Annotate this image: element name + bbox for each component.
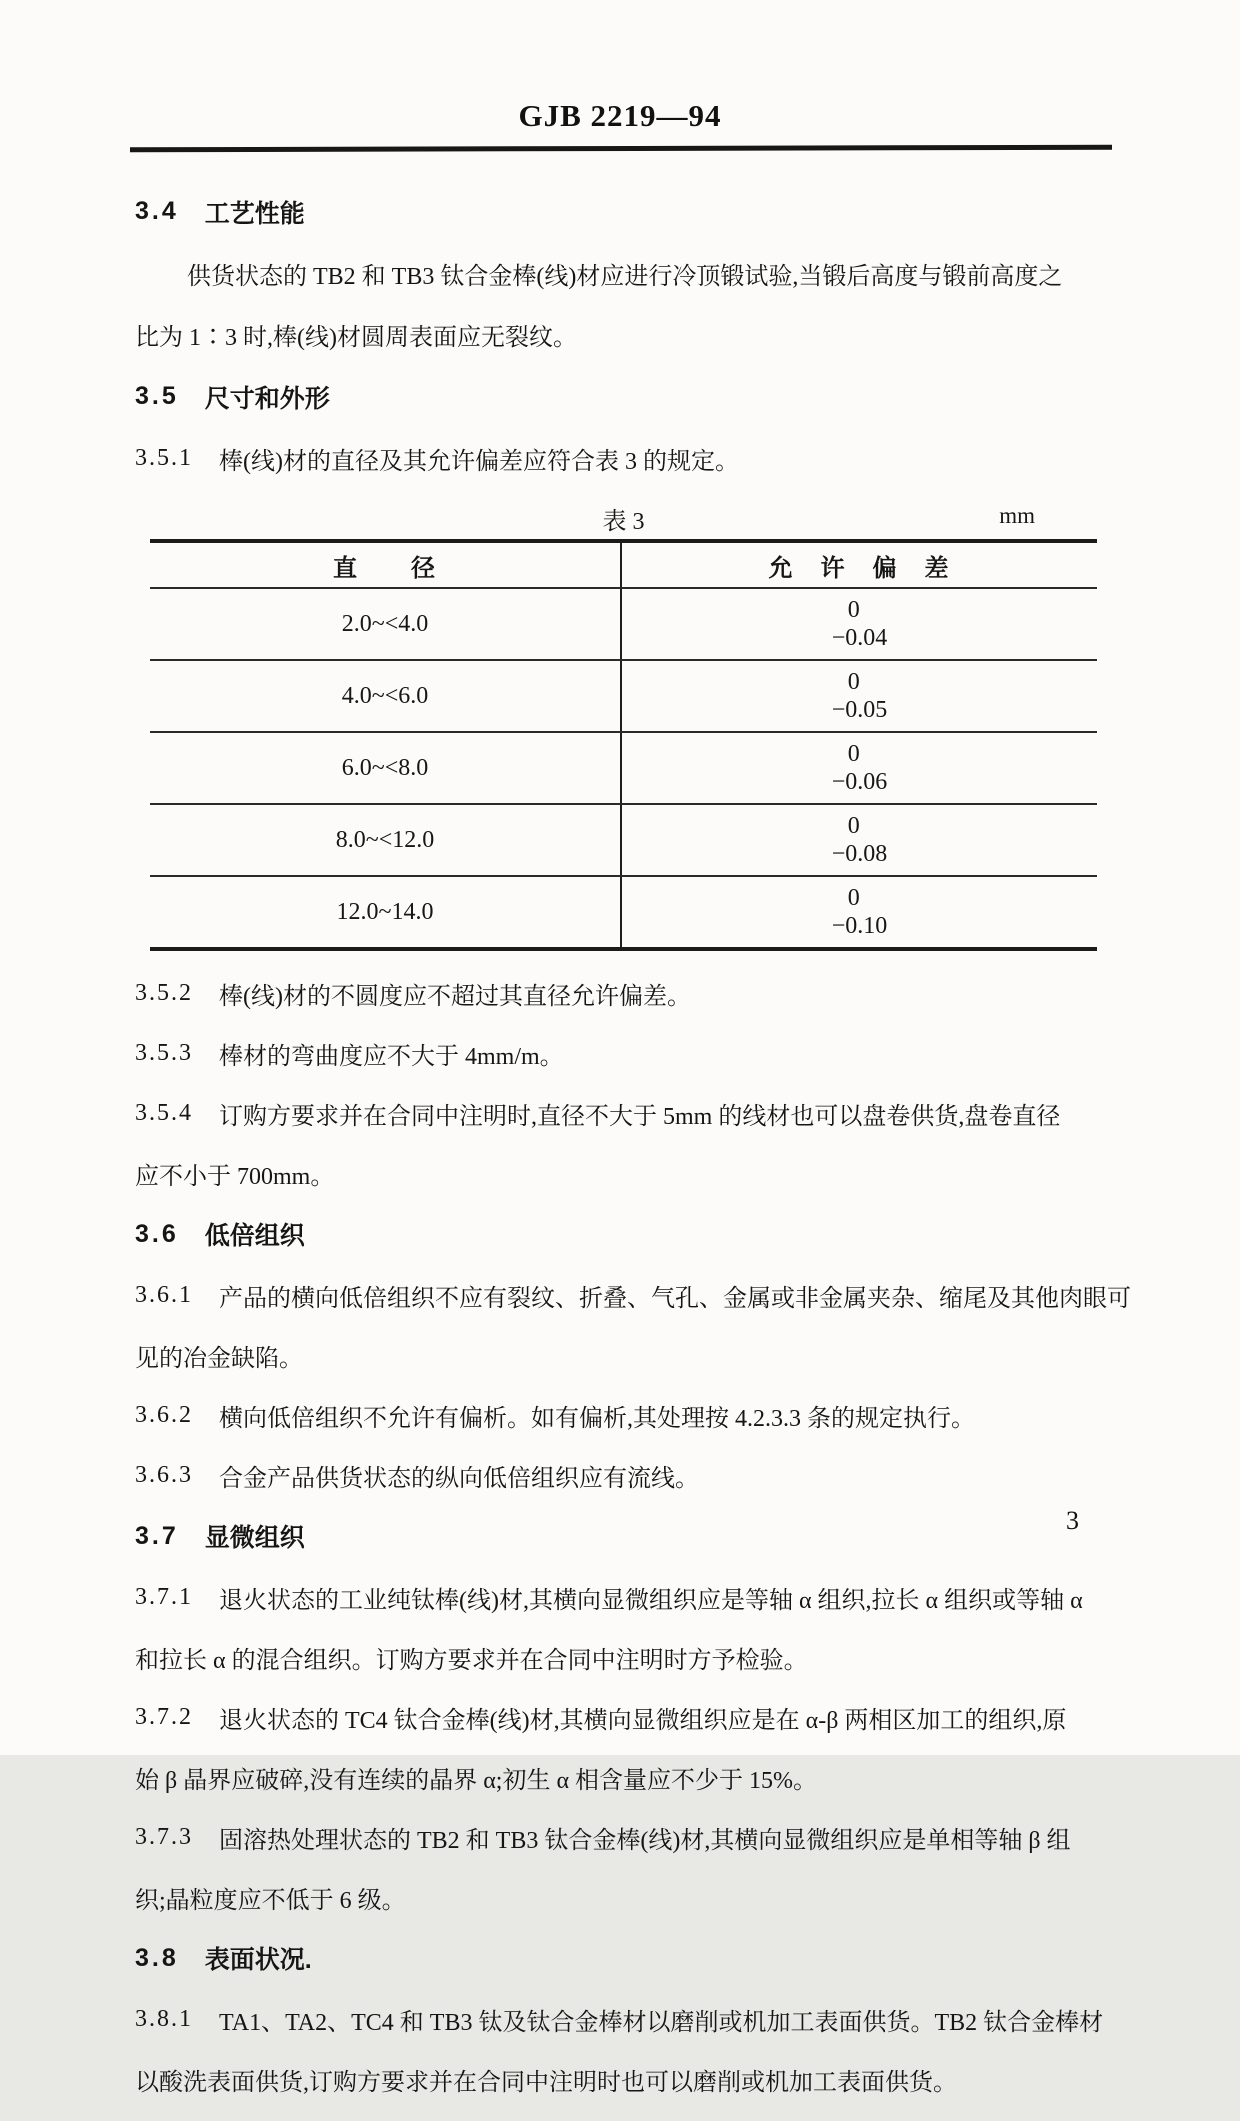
clause-3-7-3-line-2 — [135, 1879, 1110, 1915]
clause-3-7-1-line-1 — [135, 1579, 1110, 1615]
body-text: 见的冶金缺陷。 — [135, 1345, 303, 1372]
page-number: 3 — [1066, 1506, 1079, 1535]
body-text: 供货状态的 TB2 和 TB3 钛合金棒(线)材应进行冷顶锻试验,当锻后高度与锻前高度之 — [187, 264, 1063, 290]
clause-3-5-1 — [135, 440, 1110, 477]
clause-heading-3-8 — [135, 1940, 1110, 1976]
body-text: 和拉长 α 的混合组织。订购方要求并在合同中注明时方予检验。 — [135, 1647, 808, 1674]
clause-title: 低倍组织 — [204, 1222, 305, 1250]
clause-3-8-1-line-2 — [135, 2061, 1110, 2097]
column-header-tolerance: 允 许 偏 差 — [768, 555, 951, 582]
body-text: 退火状态的工业纯钛棒(线)材,其横向显微组织应是等轴 α 组织,拉长 α 组织或等轴 α — [219, 1587, 1083, 1614]
clause-number: 3.5.2 — [135, 979, 193, 1006]
body-text: TA1、TA2、TC4 和 TB3 钛及钛合金棒材以磨削或机加工表面供货。TB2 钛合金棒材 — [219, 2009, 1104, 2036]
cell-tolerance — [622, 877, 1097, 947]
clause-title: 显微组织 — [204, 1524, 305, 1552]
body-text: 固溶热处理状态的 TB2 和 TB3 钛合金棒(线)材,其横向显微组织应是单相等轴 β 组 — [219, 1827, 1071, 1854]
table-row — [150, 733, 1097, 805]
header-rule — [130, 145, 1112, 153]
tolerance-lower: −0.08 — [831, 841, 888, 867]
clause-heading-3-5 — [135, 378, 1110, 415]
clause-number: 3.6 — [135, 1219, 179, 1248]
table-row — [150, 805, 1097, 877]
tolerance-upper: 0 — [847, 669, 860, 695]
table-caption-row — [150, 501, 1097, 535]
tolerance-upper: 0 — [847, 741, 860, 767]
tolerance-lower: −0.05 — [831, 697, 888, 723]
clause-title: 尺寸和外形 — [204, 384, 330, 413]
body-text: 棒(线)材的不圆度应不超过其直径允许偏差。 — [219, 983, 691, 1010]
body-text: 产品的横向低倍组织不应有裂纹、折叠、气孔、金属或非金属夹杂、缩尾及其他肉眼可 — [219, 1285, 1131, 1312]
cell-diameter: 2.0~<4.0 — [150, 589, 622, 659]
clause-3-6-1-line-1 — [135, 1277, 1131, 1313]
table-row — [150, 877, 1097, 947]
clause-heading-3-7 — [135, 1518, 1110, 1554]
clause-3-8-1-line-1 — [135, 2001, 1110, 2037]
clause-3-7-2-line-2 — [135, 1759, 1110, 1795]
clause-3-7-3-line-1 — [135, 1819, 1110, 1855]
page-content — [135, 168, 1131, 2121]
cell-tolerance — [622, 661, 1097, 731]
clause-3-7-2-line-1 — [135, 1699, 1110, 1735]
body-text: 应不小于 700mm。 — [135, 1163, 335, 1190]
clause-number: 3.5.1 — [135, 445, 193, 471]
tolerance-upper: 0 — [847, 597, 860, 623]
clause-3-4-body-line-1 — [135, 255, 1110, 292]
clause-heading-3-6 — [135, 1216, 1110, 1252]
cell-diameter: 6.0~<8.0 — [150, 733, 622, 803]
clause-3-5-4-line-1 — [135, 1095, 1110, 1131]
clause-number: 3.6.2 — [135, 1401, 193, 1428]
body-text: 比为 1∶3 时,棒(线)材圆周表面应无裂纹。 — [135, 325, 577, 351]
cell-tolerance — [622, 589, 1097, 659]
cell-diameter: 8.0~<12.0 — [150, 805, 622, 875]
table-row — [150, 661, 1097, 733]
clause-number: 3.6.1 — [135, 1281, 193, 1308]
clause-3-5-4-line-2 — [135, 1155, 1110, 1191]
clause-number: 3.4 — [135, 197, 179, 225]
column-header-diameter: 直 径 — [150, 543, 622, 587]
table-unit-label: mm — [999, 503, 1035, 528]
body-text: 横向低倍组织不允许有偏析。如有偏析,其处理按 4.2.3.3 条的规定执行。 — [219, 1405, 975, 1432]
body-text: 始 β 晶界应破碎,没有连续的晶界 α;初生 α 相含量应不少于 15%。 — [135, 1767, 818, 1794]
tolerance-lower: −0.06 — [831, 769, 888, 795]
clause-number: 3.5 — [135, 382, 179, 410]
clause-number: 3.8.1 — [135, 2005, 193, 2032]
clause-number: 3.7.3 — [135, 1823, 193, 1850]
clause-number: 3.7 — [135, 1521, 179, 1550]
clause-3-6-1-line-2 — [135, 1337, 1110, 1373]
clauses-after-table — [135, 975, 1131, 2097]
clause-3-6-2 — [135, 1397, 1110, 1433]
body-text: 订购方要求并在合同中注明时,直径不大于 5mm 的线材也可以盘卷供货,盘卷直径 — [219, 1103, 1061, 1130]
clause-3-5-3 — [135, 1035, 1110, 1071]
standard-number-header: GJB 2219—94 — [518, 98, 722, 133]
body-text: 棒(线)材的直径及其允许偏差应符合表 3 的规定。 — [219, 449, 739, 475]
body-text: 织;晶粒度应不低于 6 级。 — [135, 1887, 406, 1914]
body-text: 以酸洗表面供货,订购方要求并在合同中注明时也可以磨削或机加工表面供货。 — [135, 2069, 957, 2096]
cell-diameter: 12.0~14.0 — [150, 877, 622, 947]
cell-tolerance — [622, 805, 1097, 875]
table-row — [150, 589, 1097, 661]
clause-number: 3.7.2 — [135, 1703, 193, 1730]
tolerance-upper: 0 — [847, 885, 860, 911]
tolerance-lower: −0.04 — [831, 625, 888, 651]
clause-number: 3.5.3 — [135, 1039, 193, 1066]
cell-tolerance — [622, 733, 1097, 803]
body-text: 棒材的弯曲度应不大于 4mm/m。 — [219, 1043, 564, 1070]
clause-title: 表面状况. — [204, 1946, 312, 1974]
table-caption: 表 3 — [602, 508, 645, 535]
clause-number: 3.7.1 — [135, 1583, 193, 1610]
clause-title: 工艺性能 — [204, 199, 305, 228]
clause-3-6-3 — [135, 1457, 1110, 1493]
cell-diameter: 4.0~<6.0 — [150, 661, 622, 731]
tolerance-lower: −0.10 — [831, 913, 888, 939]
clause-3-4-body-line-2 — [135, 316, 1110, 353]
table-3-diameter-tolerance — [150, 539, 1097, 951]
clause-number: 3.6.3 — [135, 1461, 193, 1488]
tolerance-upper: 0 — [847, 813, 860, 839]
body-text: 合金产品供货状态的纵向低倍组织应有流线。 — [219, 1465, 699, 1492]
clause-3-5-2 — [135, 975, 1110, 1011]
clause-heading-3-4 — [135, 193, 1110, 230]
clause-number: 3.8 — [135, 1943, 179, 1972]
table-header-row — [150, 543, 1097, 589]
body-text: 退火状态的 TC4 钛合金棒(线)材,其横向显微组织应是在 α-β 两相区加工的组织,原 — [219, 1707, 1067, 1734]
clause-number: 3.5.4 — [135, 1099, 193, 1126]
clause-3-7-1-line-2 — [135, 1639, 1110, 1675]
